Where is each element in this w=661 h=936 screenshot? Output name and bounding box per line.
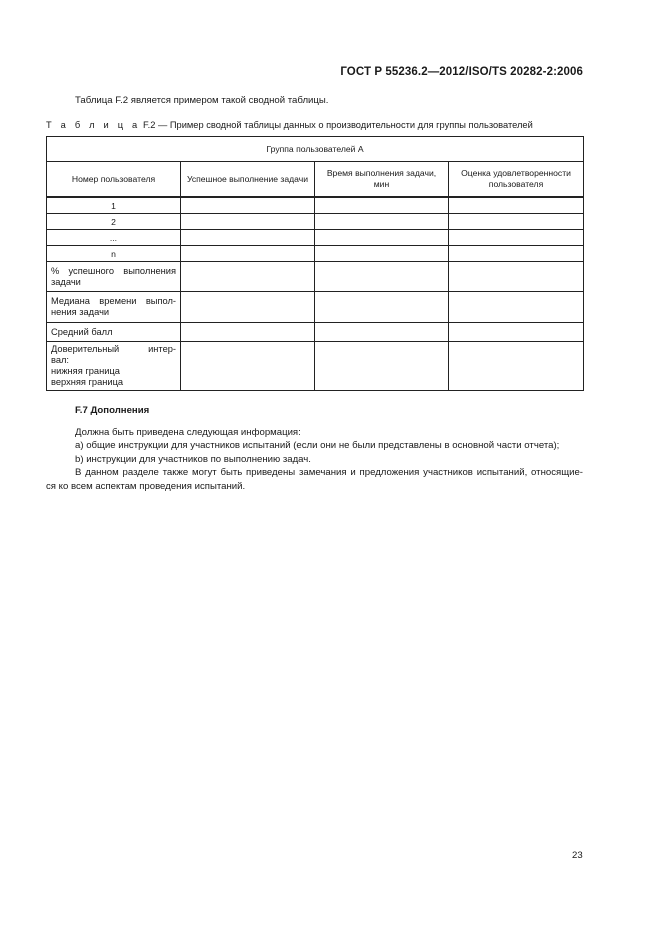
empty-cell <box>449 214 584 230</box>
empty-cell <box>315 246 449 262</box>
empty-cell <box>181 214 315 230</box>
user-number-cell: n <box>47 246 181 262</box>
closing-paragraph-line: В данном разделе также могут быть приведены замечания и предложения участников испытаний, относящие- <box>75 467 583 478</box>
list-item: а) общие инструкции для участников испытаний (если они не были представлены в основной части отчета); <box>75 440 560 451</box>
summary-table <box>46 136 584 391</box>
empty-cell <box>315 214 449 230</box>
label-line: % успешного выполнения <box>51 265 176 276</box>
empty-cell <box>449 246 584 262</box>
table-row <box>47 246 584 262</box>
empty-cell <box>181 262 315 292</box>
column-header-satisfaction: Оценка удовлетворенности пользователя <box>449 162 584 198</box>
label-line: Доверительный интер- <box>51 344 176 354</box>
confidence-interval-label <box>47 342 181 391</box>
closing-paragraph-line: ся ко всем аспектам проведения испытаний. <box>46 480 246 492</box>
table-caption-prefix: Т а б л и ц а <box>46 120 141 130</box>
section-additions <box>46 404 583 493</box>
empty-cell <box>449 230 584 246</box>
column-header-task-success: Успешное выполнение задачи <box>181 162 315 198</box>
table-caption <box>46 120 533 130</box>
empty-cell <box>315 230 449 246</box>
group-header-cell: Группа пользователей А <box>47 137 584 162</box>
median-time-label <box>47 292 181 323</box>
empty-cell <box>181 197 315 214</box>
label-line: вал: <box>51 355 70 365</box>
empty-cell <box>449 292 584 323</box>
column-header-task-time: Время выполнения задачи, мин <box>315 162 449 198</box>
table-row-confidence-interval <box>47 342 584 391</box>
table-group-header-row <box>47 137 584 162</box>
label-line: верхняя граница <box>51 377 124 387</box>
empty-cell <box>181 292 315 323</box>
table-column-header-row <box>47 162 584 198</box>
empty-cell <box>181 323 315 342</box>
table-row <box>47 197 584 214</box>
empty-cell <box>449 323 584 342</box>
document-code-header: ГОСТ Р 55236.2—2012/ISO/TS 20282-2:2006 <box>340 66 583 78</box>
user-number-cell: ... <box>47 230 181 246</box>
intro-paragraph: Таблица F.2 является примером такой сводной таблицы. <box>75 95 329 106</box>
empty-cell <box>315 342 449 391</box>
empty-cell <box>449 197 584 214</box>
empty-cell <box>315 262 449 292</box>
table-row <box>47 214 584 230</box>
table-row <box>47 230 584 246</box>
table-caption-text: F.2 — Пример сводной таблицы данных о производительности для группы пользователей <box>142 120 533 130</box>
page-number: 23 <box>572 850 583 861</box>
label-line: нижняя граница <box>51 366 120 376</box>
label-line: Медиана времени выпол- <box>51 296 176 306</box>
table-row-average-score <box>47 323 584 342</box>
success-rate-label <box>47 262 181 292</box>
empty-cell <box>315 292 449 323</box>
table-row-success-rate <box>47 262 584 292</box>
label-line: нения задачи <box>51 307 110 317</box>
average-score-label: Средний балл <box>47 323 181 342</box>
empty-cell <box>449 262 584 292</box>
user-number-cell: 1 <box>47 197 181 214</box>
empty-cell <box>449 342 584 391</box>
user-number-cell: 2 <box>47 214 181 230</box>
section-title: F.7 Дополнения <box>75 405 150 416</box>
empty-cell <box>181 342 315 391</box>
column-header-user-number: Номер пользователя <box>47 162 181 198</box>
empty-cell <box>315 323 449 342</box>
list-item: b) инструкции для участников по выполнению задач. <box>75 453 311 465</box>
label-line: задачи <box>51 276 81 287</box>
empty-cell <box>181 230 315 246</box>
section-lead: Должна быть приведена следующая информация: <box>75 426 301 438</box>
empty-cell <box>315 197 449 214</box>
table-row-median-time <box>47 292 584 323</box>
empty-cell <box>181 246 315 262</box>
